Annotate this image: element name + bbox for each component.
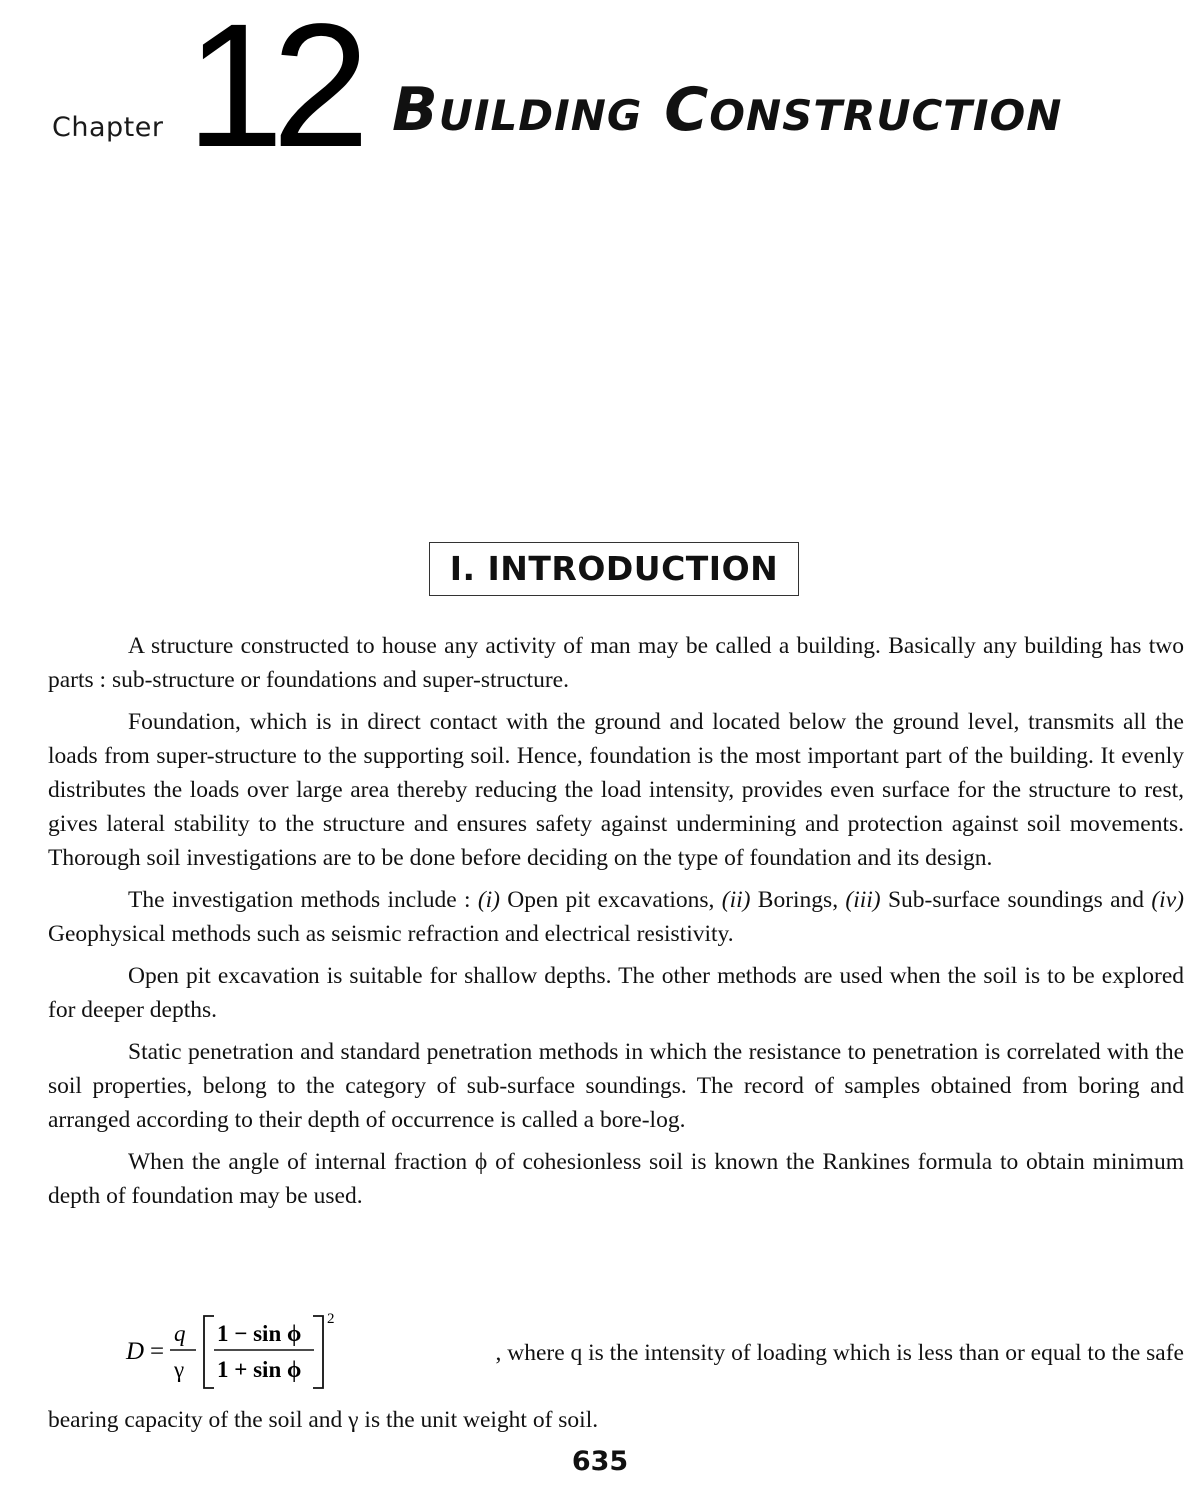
chapter-number: 12 (186, 0, 358, 184)
formula-svg (124, 1310, 346, 1396)
method-number: (iv) (1151, 887, 1184, 913)
method-text: Geophysical methods such as seismic refraction and electrical resistivity. (48, 921, 734, 947)
formula-row (124, 1310, 1184, 1396)
paragraph-foundation: Foundation, which is in direct contact with the ground and located below the ground level, transmits all the loads from super-structure to the supporting soil. Hence, foundation is the most important part of the building. It evenly distributes the loads over large area thereby reducing the load intensity, provides even surface for the structure to rest, gives lateral stability to the structure and ensures safety against undermining and protection against soil movements. Thorough soil investigations are to be done before deciding on the type of foundation and its design. (48, 709, 1184, 871)
method-text: Sub-surface soundings and (880, 887, 1152, 913)
methods-intro: The investigation methods include : (128, 887, 478, 913)
paragraph-rankine: When the angle of internal fraction ϕ of cohesionless soil is known the Rankines formula to obtain minimum depth of foundation may be used. (48, 1149, 1184, 1209)
paragraph-building: A structure constructed to house any activity of man may be called a building. Basically any building has two parts : sub-structure or foundations and super-structure. (48, 633, 1184, 693)
body-text (48, 629, 1184, 1221)
method-text: Open pit excavations, (500, 887, 722, 913)
formula-trailing-text: , where q is the intensity of loading which is less than or equal to the safe (495, 1340, 1184, 1366)
formula-numerator: 1 − sin ϕ (217, 1321, 302, 1346)
left-bracket (204, 1316, 214, 1388)
section-heading: I. INTRODUCTION (429, 542, 799, 596)
method-number: (iii) (845, 887, 881, 913)
right-bracket (313, 1316, 323, 1388)
formula-lhs: D (126, 1338, 145, 1365)
chapter-header (0, 0, 1200, 184)
rankine-formula (124, 1310, 346, 1396)
formula-equals: = (150, 1338, 165, 1365)
chapter-label: Chapter (52, 112, 164, 143)
paragraph-penetration: Static penetration and standard penetration methods in which the resistance to penetration is correlated with the soil properties, belong to the category of sub-surface soundings. The record of samples obtained from boring and arranged according to their depth of occurrence is called a bore-log. (48, 1039, 1184, 1133)
method-text: Borings, (750, 887, 846, 913)
formula-gamma: γ (174, 1357, 185, 1382)
page-number: 635 (571, 1446, 629, 1477)
chapter-title: Building Construction (392, 75, 1063, 145)
formula-denominator: 1 + sin ϕ (217, 1357, 302, 1382)
paragraph-bearing-capacity: bearing capacity of the soil and γ is the unit weight of soil. (48, 1407, 599, 1433)
method-number: (ii) (721, 887, 751, 913)
method-number: (i) (477, 887, 500, 913)
formula-q: q (174, 1321, 186, 1346)
paragraph-investigation-methods (48, 883, 1184, 951)
paragraph-open-pit: Open pit excavation is suitable for shallow depths. The other methods are used when the soil is to be explored for deeper depths. (48, 963, 1184, 1023)
formula-exponent: 2 (327, 1311, 335, 1327)
